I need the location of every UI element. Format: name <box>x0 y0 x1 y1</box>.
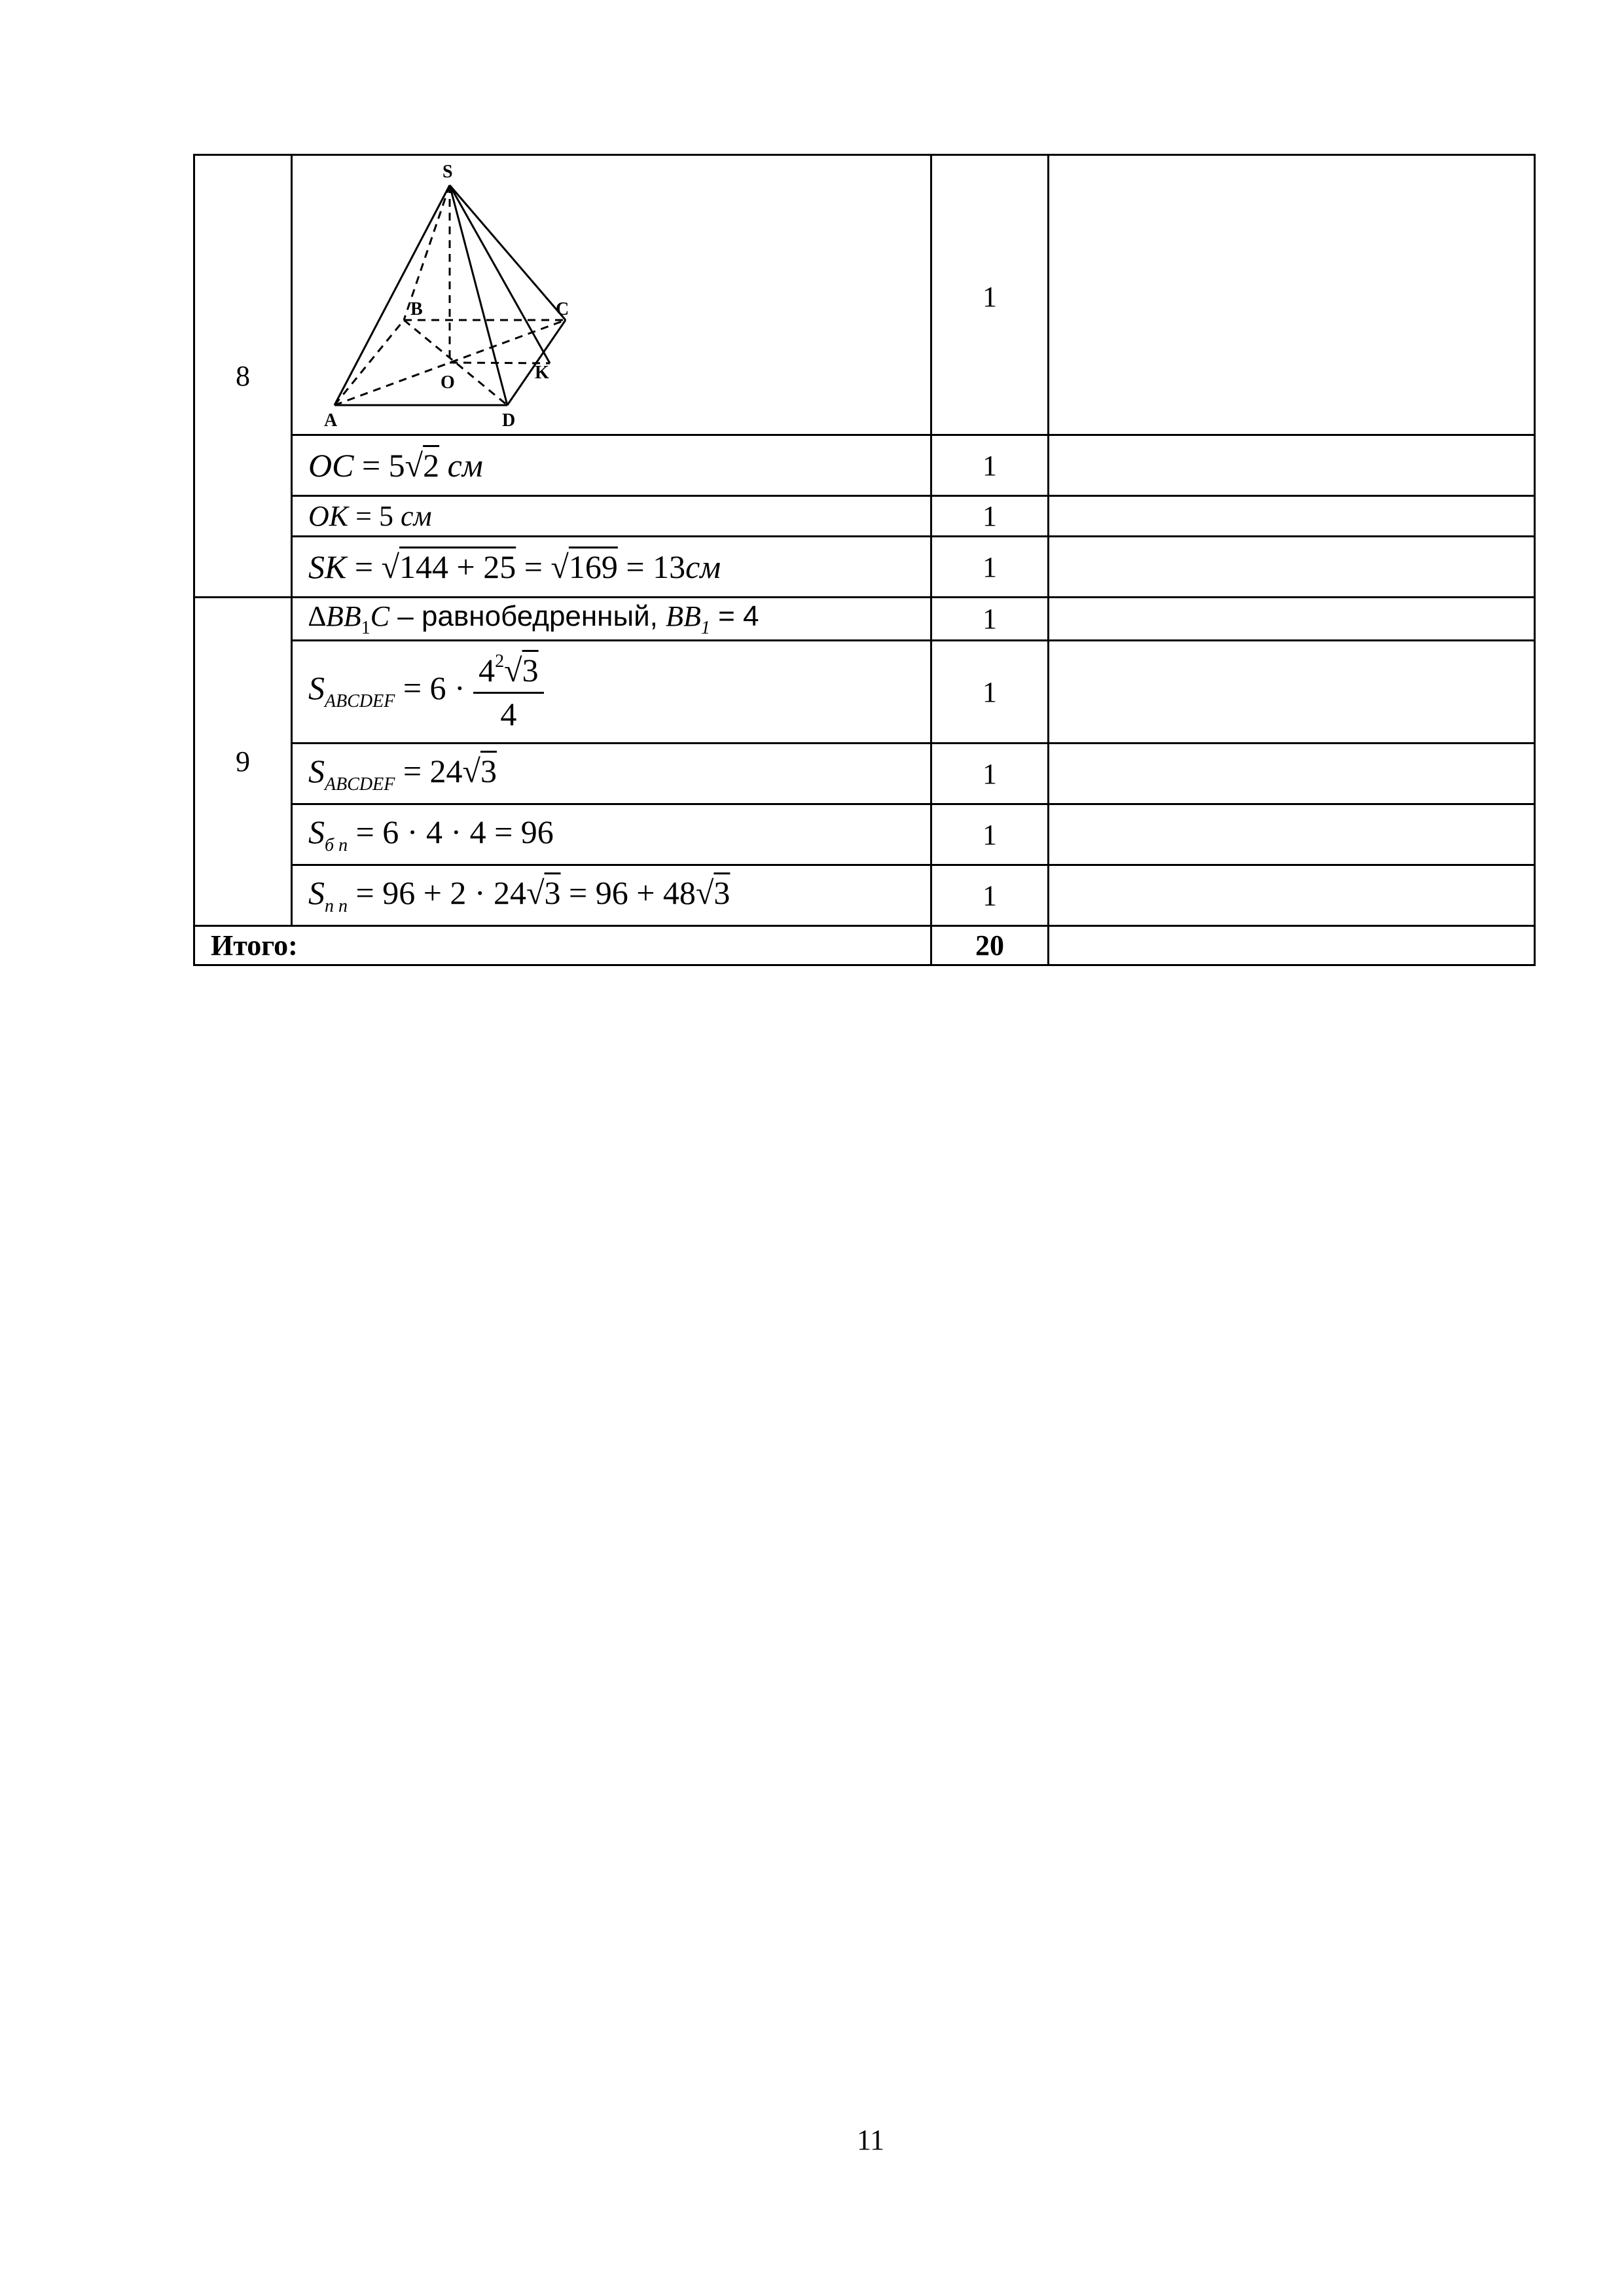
points-9-3: 1 <box>931 744 1049 804</box>
pyramid-figure-cell <box>292 155 931 435</box>
note-cell <box>1049 537 1535 598</box>
page-number: 11 <box>856 2124 885 2156</box>
label-C: C <box>556 298 569 319</box>
note-cell <box>1049 435 1535 496</box>
points-8-3: 1 <box>931 496 1049 537</box>
step-lateral-area: $S_{б п} = 6 \cdot 4 \cdot 4 = 96$ <box>292 804 931 865</box>
points-9-2: 1 <box>931 641 1049 744</box>
note-cell <box>1049 155 1535 435</box>
step-oc: OC = 5√2 см <box>292 435 931 496</box>
label-S: S <box>442 161 453 182</box>
label-D: D <box>502 410 516 431</box>
grading-table <box>193 154 1536 966</box>
note-cell <box>1049 496 1535 537</box>
note-cell <box>1049 744 1535 804</box>
note-cell <box>1049 598 1535 641</box>
points-8-2: 1 <box>931 435 1049 496</box>
points-9-4: 1 <box>931 804 1049 865</box>
points-9-1: 1 <box>931 598 1049 641</box>
step-sk: SK = √144 + 25 = √169 = 13см <box>292 537 931 598</box>
note-cell <box>1049 926 1535 965</box>
points-8-4: 1 <box>931 537 1049 598</box>
points-8-1: 1 <box>931 155 1049 435</box>
task-number-8: 8 <box>194 155 292 598</box>
step-ok: OK = 5 см <box>292 496 931 537</box>
task-number-9: 9 <box>194 598 292 926</box>
step-area-formula: $S_{ABCDEF} = 6$ · $\frac{4^2√3}{4}$ <box>292 641 931 744</box>
step-area-value: $S_{ABCDEF} = 24√3$ <box>292 744 931 804</box>
note-cell <box>1049 804 1535 865</box>
label-B: B <box>410 298 423 319</box>
note-cell <box>1049 865 1535 926</box>
note-cell <box>1049 641 1535 744</box>
label-A: A <box>324 410 338 431</box>
label-O: O <box>441 372 455 393</box>
points-9-5: 1 <box>931 865 1049 926</box>
label-K: K <box>535 362 549 383</box>
pyramid-figure <box>295 158 570 433</box>
step-total-area: $S_{п п} = 96 + 2 \cdot 24√3 = 96 + 48√3$ <box>292 865 931 926</box>
total-points: 20 <box>931 926 1049 965</box>
step-triangle: $\Delta BB_1C$ – равнобедренный, $BB_1 = 4$ <box>292 598 931 641</box>
total-label: Итого: <box>194 926 931 965</box>
